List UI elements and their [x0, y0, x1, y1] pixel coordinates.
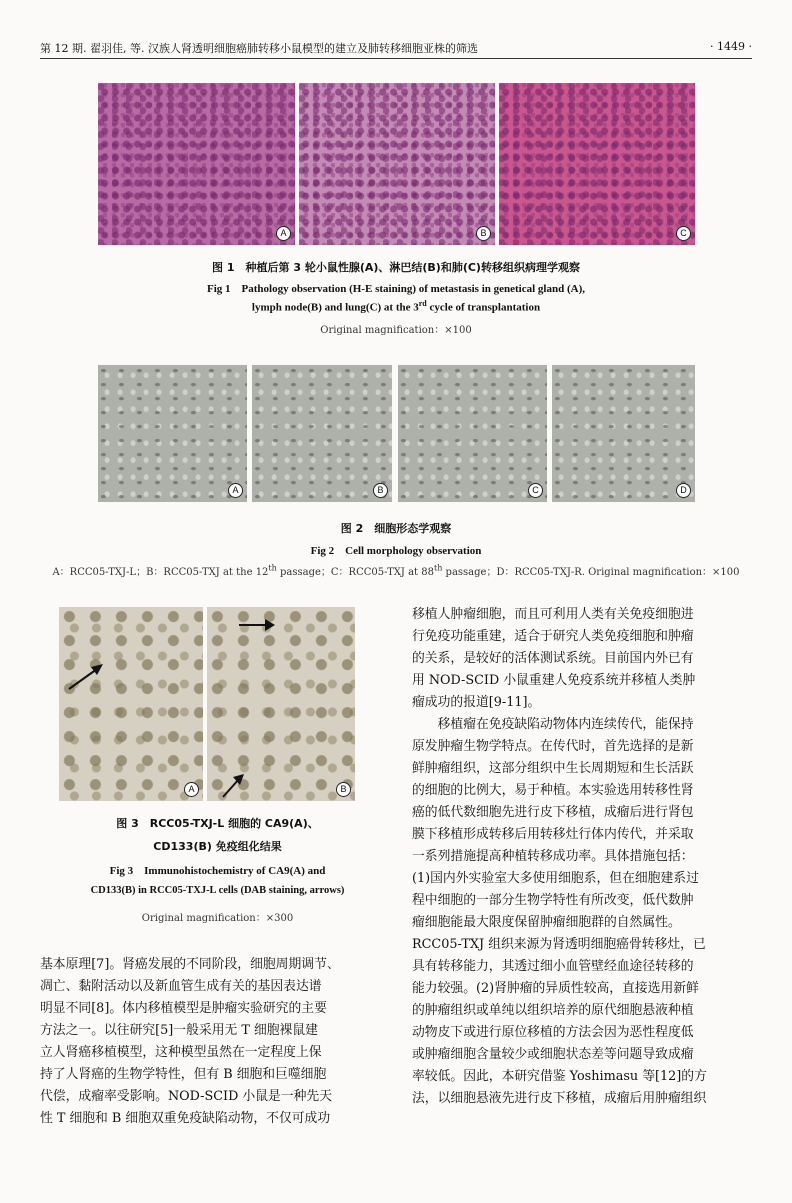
figure3-panel-b: [207, 607, 355, 801]
panel-label: C: [676, 226, 691, 241]
figure3-magnification: Original magnification：×300: [141, 913, 294, 924]
text-line: 基本原理[7]。肾癌发展的不同阶段，细胞周期调节、: [40, 957, 340, 972]
running-header: [40, 36, 752, 59]
arrow-icon: [219, 771, 249, 801]
header-title: 第 12 期. 翟羽佳, 等. 汉族人肾透明细胞癌肺转移小鼠模型的建立及肺转移细胞亚株的筛选: [40, 42, 478, 55]
text-line: 或肿瘤细胞含量较少或细胞状态差等问题导致成瘤: [412, 1047, 694, 1062]
figure3-caption-en-line1: Fig 3 Immunohistochemistry of CA9(A) and: [109, 865, 326, 877]
text-line: 行免疫功能重建，适合于研究人类免疫细胞和肿瘤: [412, 629, 694, 644]
text-line: 一系列措施提高种植转移成功率。具体措施包括：: [412, 849, 694, 864]
text-line: 程中细胞的一部分生物学特性有所改变，低代数肿: [412, 893, 694, 908]
text-line: 移植瘤在免疫缺陷动物体内连续传代，能保持: [437, 717, 694, 732]
text-line: 具有转移能力，其透过细小血管壁经血途径转移的: [412, 959, 694, 974]
text-line: (1)国内外实验室大多使用细胞系，但在细胞建系过: [412, 871, 699, 886]
text-line: 鲜肿瘤组织，这部分组织中生长周期短和生长活跃: [412, 761, 694, 776]
text-line: 癌的低代数细胞先进行皮下移植，成瘤后进行肾包: [412, 805, 694, 820]
figure2-panel-d: [552, 365, 695, 502]
text-line: 原发肿瘤生物学特点。在传代时，首先选择的是新: [412, 739, 694, 754]
text-line: 的关系，是较好的活体测试系统。目前国内外已有: [412, 651, 694, 666]
text-line: 代偿，成瘤率受影响。NOD-SCID 小鼠是一种先天: [40, 1089, 332, 1104]
arrow-icon: [237, 615, 277, 635]
text-line: 用 NOD-SCID 小鼠重建人免疫系统并移植人类肿: [412, 673, 696, 688]
figure2-panel-b: [252, 365, 392, 502]
figure2-panel-c: [398, 365, 547, 502]
figure2-panel-a: [98, 365, 247, 502]
panel-label: B: [373, 483, 388, 498]
figure3-caption-en-line2: CD133(B) in RCC05-TXJ-L cells (DAB staining, arrows): [90, 885, 345, 896]
figure1-caption-en-line2: lymph node(B) and lung(C) at the 3rd cycle of transplantation: [251, 299, 541, 314]
text-line: 瘤成功的报道[9-11]。: [412, 695, 541, 710]
text-line: 法，以细胞悬液先进行皮下移植，成瘤后用肿瘤组织: [412, 1091, 707, 1106]
text-line: 移植人肿瘤细胞，而且可利用人类有关免疫细胞进: [412, 607, 694, 622]
text-line: 性 T 细胞和 B 细胞双重免疫缺陷动物，不仅可成功: [40, 1111, 331, 1126]
text-line: 的细胞的比例大，易于种植。本实验选用转移性肾: [412, 783, 694, 798]
text-line: 能力较强。(2)肾肿瘤的异质性较高，直接选用新鲜: [412, 981, 699, 996]
panel-label: D: [676, 483, 691, 498]
figure1-caption-zh: 图 1 种植后第 3 轮小鼠性腺(A)、淋巴结(B)和肺(C)转移组织病理学观察: [212, 261, 580, 274]
figure1-panel-a: [98, 83, 295, 245]
text-line: 率较低。因此，本研究借鉴 Yoshimasu 等[12]的方: [412, 1069, 707, 1084]
panel-label: B: [476, 226, 491, 241]
figure3-caption-zh-line1: 图 3 RCC05-TXJ-L 细胞的 CA9(A)、: [116, 817, 319, 830]
figure3-caption-zh-line2: CD133(B) 免疫组化结果: [153, 840, 282, 853]
text-line: RCC05-TXJ 组织来源为肾透明细胞癌骨转移灶，已: [412, 937, 706, 952]
panel-label: C: [528, 483, 543, 498]
body-left-column: [40, 954, 380, 1130]
arrow-icon: [67, 661, 107, 691]
text-line: 膜下移植形成转移后用转移灶行体内传代，并采取: [412, 827, 694, 842]
text-line: 明显不同[8]。体内移植模型是肿瘤实验研究的主要: [40, 1001, 327, 1016]
figure3-panel-a: [59, 607, 203, 801]
text-line: 方法之一。以往研究[5]一般采用无 T 细胞裸鼠建: [40, 1023, 318, 1038]
text-line: 瘤细胞能最大限度保留肿瘤细胞群的自然属性。: [412, 915, 681, 930]
text-line: 的肿瘤组织或单纯以组织培养的原代细胞悬液种植: [412, 1003, 694, 1018]
text-line: 动物皮下或进行原位移植的方法会因为恶性程度低: [412, 1025, 694, 1040]
figure1-magnification: Original magnification：×100: [320, 325, 472, 336]
text-line: 凋亡、黏附活动以及新血管生成有关的基因表达谱: [40, 979, 322, 994]
panel-label: A: [228, 483, 243, 498]
figure2-caption-en: Fig 2 Cell morphology observation: [310, 545, 482, 557]
page-number: · 1449 ·: [710, 40, 752, 53]
figure1-panel-c: [499, 83, 695, 245]
text-line: 持了人肾癌的生物学特性，但有 B 细胞和巨噬细胞: [40, 1067, 327, 1082]
body-right-column: [412, 604, 752, 1110]
text-line: 立人肾癌移植模型，这种模型虽然在一定程度上保: [40, 1045, 322, 1060]
figure1-caption-en-line1: Fig 1 Pathology observation (H-E staining) of metastasis in genetical gland (A),: [207, 283, 585, 295]
panel-label: A: [184, 782, 199, 797]
figure1-panel-b: [299, 83, 495, 245]
panel-label: B: [336, 782, 351, 797]
figure2-note: A：RCC05-TXJ-L；B：RCC05-TXJ at the 12th passage；C：RCC05-TXJ at 88th passage；D：RCC05-TXJ-R. Original magnification：×100: [52, 563, 740, 578]
figure2-caption-zh: 图 2 细胞形态学观察: [340, 522, 452, 535]
panel-label: A: [276, 226, 291, 241]
